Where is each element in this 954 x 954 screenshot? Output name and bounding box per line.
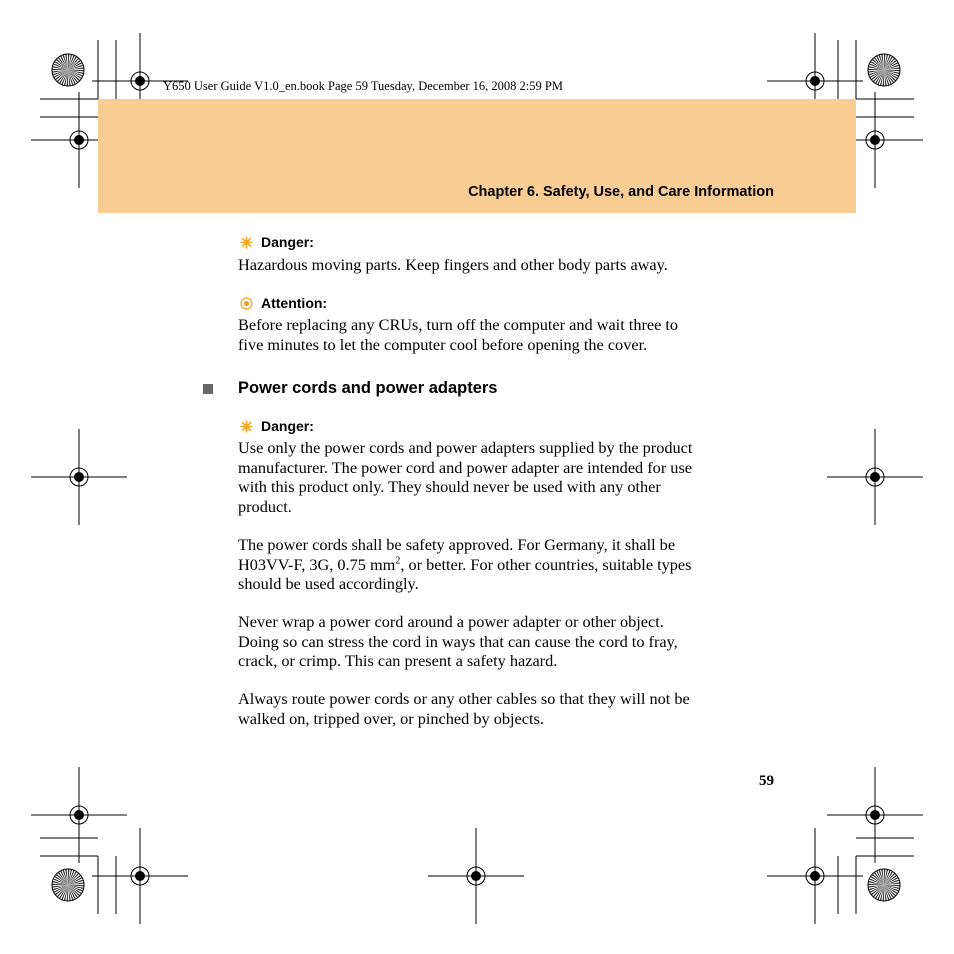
danger-notice-label (240, 418, 314, 434)
danger-text (238, 255, 798, 275)
color-wheel-icon (868, 869, 900, 901)
text-line: Never wrap a power cord around a power adapter or other object. (238, 612, 664, 631)
danger-label: Danger: (261, 418, 314, 434)
danger-burst-icon (240, 236, 253, 249)
square-bullet-icon (203, 384, 213, 394)
attention-label: Attention: (261, 295, 328, 311)
text-line: H03VV-F, 3G, 0.75 mm (238, 554, 396, 574)
danger-burst-icon (240, 420, 253, 433)
danger-label: Danger: (261, 234, 314, 250)
registration-mark-icon (31, 767, 127, 863)
section-title: Power cords and power adapters (238, 379, 498, 397)
text-line: five minutes to let the computer cool before opening the cover. (238, 334, 648, 354)
text-line: Doing so can stress the cord in ways that can cause the cord to fray, (238, 631, 678, 651)
book-slug-line: Y650 User Guide V1.0_en.book Page 59 Tuesday, December 16, 2008 2:59 PM (163, 79, 563, 93)
paragraph (238, 612, 798, 671)
attention-text (238, 315, 798, 354)
chapter-title: Chapter 6. Safety, Use, and Care Information (468, 184, 774, 200)
registration-mark-icon (428, 828, 524, 924)
text-line: Before replacing any CRUs, turn off the computer and wait three to (238, 315, 679, 334)
color-wheel-icon (52, 54, 84, 86)
text-line: The power cords shall be safety approved. For Germany, it shall be (238, 535, 676, 554)
registration-mark-icon (827, 767, 923, 863)
text-line: crack, or crimp. This can present a safety hazard. (238, 651, 558, 671)
paragraph (238, 689, 798, 728)
text-line: Hazardous moving parts. Keep fingers and other body parts away. (238, 255, 668, 274)
attention-target-icon (240, 297, 253, 310)
color-wheel-icon (52, 869, 84, 901)
registration-mark-icon (767, 828, 863, 924)
text-line: walked on, tripped over, or pinched by objects. (238, 708, 544, 728)
registration-mark-icon (31, 429, 127, 525)
superscript: 2 (395, 555, 401, 567)
danger-notice-label (240, 234, 314, 250)
section-heading (203, 379, 498, 398)
text-line: Use only the power cords and power adapters supplied by the product (238, 438, 693, 457)
text-line: product. (238, 496, 292, 516)
text-line: should be used accordingly. (238, 574, 419, 594)
paragraph (238, 535, 798, 594)
registration-mark-icon (92, 828, 188, 924)
page-number: 59 (759, 773, 774, 789)
paragraph (238, 438, 798, 516)
text-line: , or better. For other countries, suitable types (400, 554, 692, 574)
text-line: Always route power cords or any other cables so that they will not be (238, 689, 690, 708)
text-line: with this product only. They should never be used with any other (238, 477, 661, 497)
registration-mark-icon (827, 429, 923, 525)
color-wheel-icon (868, 54, 900, 86)
text-line: manufacturer. The power cord and power adapter are intended for use (238, 457, 693, 477)
attention-notice-label (240, 295, 327, 311)
